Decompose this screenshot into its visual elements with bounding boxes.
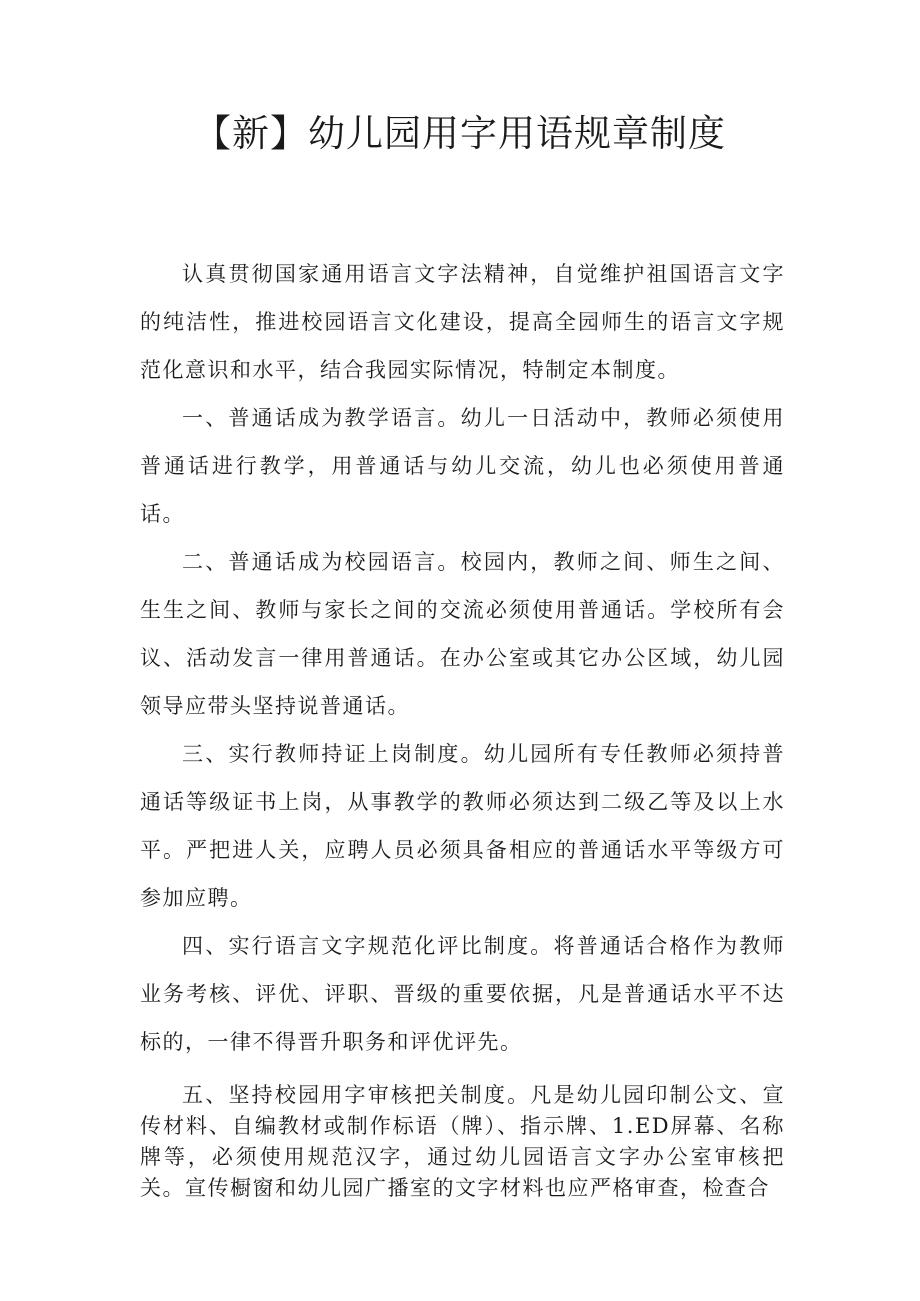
paragraph-rule-3: 三、实行教师持证上岗制度。幼儿园所有专任教师必须持普通话等级证书上岗，从事教学的教师必须达到二级乙等及以上水平。严把进人关，应聘人员必须具备相应的普通话水平等级方可参加应聘。 [140,742,785,910]
paragraph-rule-4: 四、实行语言文字规范化评比制度。将普通话合格作为教师业务考核、评优、评职、晋级的重要依据，凡是普通话水平不达标的，一律不得晋升职务和评优评先。 [140,934,785,1054]
document-title: 【新】幼儿园用字用语规章制度 [194,112,726,155]
paragraph-intro: 认真贯彻国家通用语言文字法精神，自觉维护祖国语言文字的纯洁性，推进校园语言文化建设，提高全园师生的语言文字规范化意识和水平，结合我园实际情况，特制定本制度。 [140,262,785,382]
document-body [140,250,785,1204]
paragraph-rule-2: 二、普通话成为校园语言。校园内，教师之间、师生之间、生生之间、教师与家长之间的交流必须使用普通话。学校所有会议、活动发言一律用普通话。在办公室或其它办公区域，幼儿园领导应带头坚持说普通话。 [140,550,785,718]
paragraph-rule-1: 一、普通话成为教学语言。幼儿一日活动中，教师必须使用普通话进行教学，用普通话与幼儿交流，幼儿也必须使用普通话。 [140,406,785,526]
paragraph-rule-5: 五、坚持校园用字审核把关制度。凡是幼儿园印制公文、宣传材料、自编教材或制作标语（牌）、指示牌、1.ED屏幕、名称牌等，必须使用规范汉字，通过幼儿园语言文字办公室审核把关。宣传橱窗和幼儿园广播室的文字材料也应严格审查，检查合 [140,1083,785,1200]
